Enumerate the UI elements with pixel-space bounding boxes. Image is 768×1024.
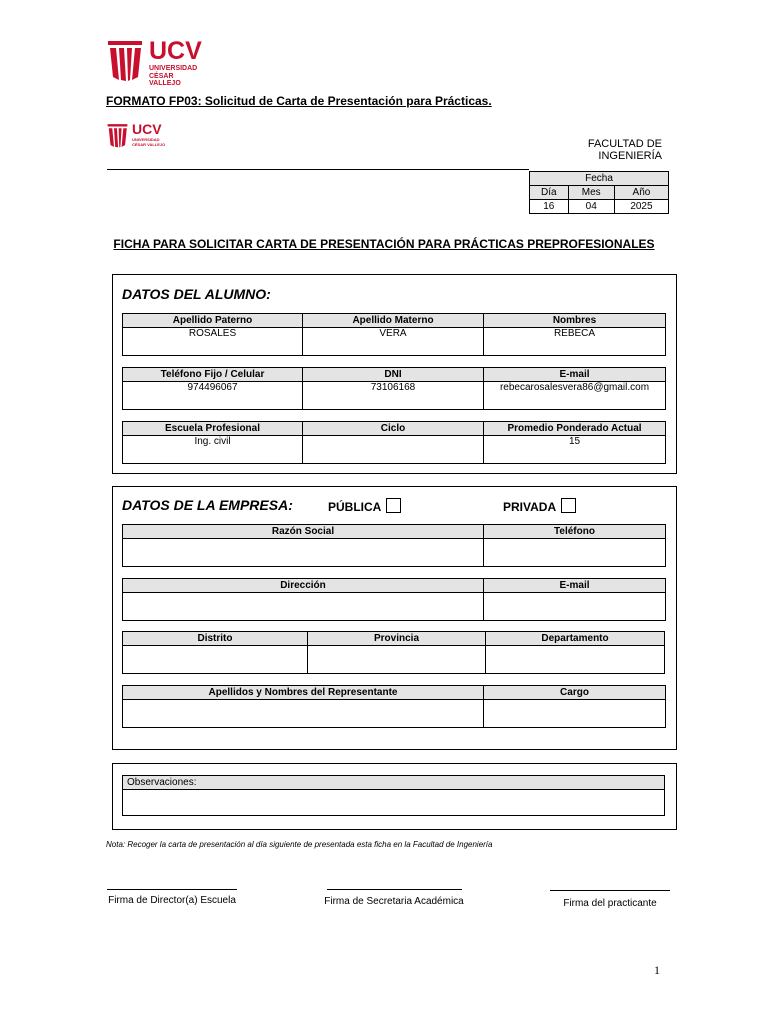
faculty-line1: FACULTAD DE: [587, 138, 662, 150]
logo-brand: UCV: [149, 37, 202, 65]
address-field[interactable]: [123, 593, 484, 621]
company-email-field[interactable]: [484, 593, 666, 621]
student-table-names: [122, 313, 666, 356]
dni-field[interactable]: 73106168: [303, 382, 484, 410]
logo-small-line1: UNIVERSIDAD: [132, 137, 160, 142]
company-table-address: [122, 578, 666, 621]
header-maternal-surname: Apellido Materno: [303, 314, 484, 328]
header-address: Dirección: [123, 579, 484, 593]
trainee-signature-line: [550, 890, 670, 891]
header-paternal-surname: Apellido Paterno: [123, 314, 303, 328]
director-signature-label: Firma de Director(a) Escuela: [108, 895, 236, 906]
observations-section: [112, 763, 677, 830]
ucv-emblem-icon: [107, 39, 143, 82]
header-divider: [107, 169, 529, 170]
province-field[interactable]: [308, 646, 486, 674]
company-phone-field[interactable]: [484, 539, 666, 567]
public-option[interactable]: [328, 498, 401, 514]
header-school: Escuela Profesional: [123, 422, 303, 436]
private-option[interactable]: [503, 498, 576, 514]
secretary-signature-line: [327, 889, 462, 890]
format-title: FORMATO FP03: Solicitud de Carta de Presentación para Prácticas.: [106, 94, 492, 108]
header-company-email: E-mail: [484, 579, 666, 593]
student-section-title: DATOS DEL ALUMNO:: [122, 286, 271, 302]
cycle-field[interactable]: [303, 436, 484, 464]
ucv-emblem-small-icon: [107, 123, 128, 148]
district-field[interactable]: [123, 646, 308, 674]
private-label: PRIVADA: [503, 500, 557, 514]
representative-field[interactable]: [123, 700, 484, 728]
observations-label: Observaciones:: [123, 776, 665, 790]
public-label: PÚBLICA: [328, 500, 382, 514]
business-name-field[interactable]: [123, 539, 484, 567]
header-department: Departamento: [486, 632, 665, 646]
ucv-logo-small: [107, 123, 167, 149]
faculty-line2: INGENIERÍA: [598, 150, 662, 162]
faculty-label: [540, 138, 662, 162]
student-table-academic: [122, 421, 666, 464]
company-section-title: DATOS DE LA EMPRESA:: [122, 497, 293, 513]
observations-table: [122, 775, 665, 816]
date-month-label: Mes: [568, 186, 614, 200]
private-checkbox[interactable]: [561, 498, 576, 513]
header-email: E-mail: [484, 368, 666, 382]
form-title: FICHA PARA SOLICITAR CARTA DE PRESENTACIÓN PARA PRÁCTICAS PREPROFESIONALES: [113, 237, 655, 251]
student-table-contact: [122, 367, 666, 410]
email-field[interactable]: rebecarosalesvera86@gmail.com: [484, 382, 666, 410]
header-cycle: Ciclo: [303, 422, 484, 436]
date-table: [529, 171, 669, 214]
phone-field[interactable]: 974496067: [123, 382, 303, 410]
page-number: 1: [654, 963, 660, 977]
date-year-label: Año: [614, 186, 668, 200]
date-heading: Fecha: [530, 172, 669, 186]
logo-line1: UNIVERSIDAD: [149, 65, 198, 72]
logo-small-brand: UCV: [132, 121, 162, 137]
observations-field[interactable]: [123, 790, 665, 816]
first-names-field[interactable]: REBECA: [484, 328, 666, 356]
header-representative: Apellidos y Nombres del Representante: [123, 686, 484, 700]
date-day-label: Día: [530, 186, 569, 200]
header-province: Provincia: [308, 632, 486, 646]
header-business-name: Razón Social: [123, 525, 484, 539]
school-field[interactable]: Ing. civil: [123, 436, 303, 464]
maternal-surname-field[interactable]: VERA: [303, 328, 484, 356]
header-phone: Teléfono Fijo / Celular: [123, 368, 303, 382]
header-company-phone: Teléfono: [484, 525, 666, 539]
note-text: Nota: Recoger la carta de presentación al día siguiente de presentada esta ficha en la Facultad de Ingeniería: [106, 840, 493, 849]
header-dni: DNI: [303, 368, 484, 382]
date-year-field[interactable]: 2025: [614, 200, 668, 214]
department-field[interactable]: [486, 646, 665, 674]
position-field[interactable]: [484, 700, 666, 728]
trainee-signature-label: Firma del practicante: [563, 898, 657, 909]
logo-line2: CÉSAR VALLEJO: [149, 73, 181, 87]
company-section: [112, 486, 677, 750]
header-average: Promedio Ponderado Actual: [484, 422, 666, 436]
header-first-names: Nombres: [484, 314, 666, 328]
logo-small-line2: CÉSAR VALLEJO: [132, 142, 166, 147]
secretary-signature-label: Firma de Secretaria Académica: [324, 896, 464, 907]
header-position: Cargo: [484, 686, 666, 700]
company-table-representative: [122, 685, 666, 728]
company-table-name: [122, 524, 666, 567]
date-day-field[interactable]: 16: [530, 200, 569, 214]
company-table-location: [122, 631, 665, 674]
director-signature-line: [107, 889, 237, 890]
average-field[interactable]: 15: [484, 436, 666, 464]
ucv-logo-large: [107, 37, 207, 87]
header-district: Distrito: [123, 632, 308, 646]
date-month-field[interactable]: 04: [568, 200, 614, 214]
public-checkbox[interactable]: [386, 498, 401, 513]
student-section: [112, 274, 677, 474]
paternal-surname-field[interactable]: ROSALES: [123, 328, 303, 356]
